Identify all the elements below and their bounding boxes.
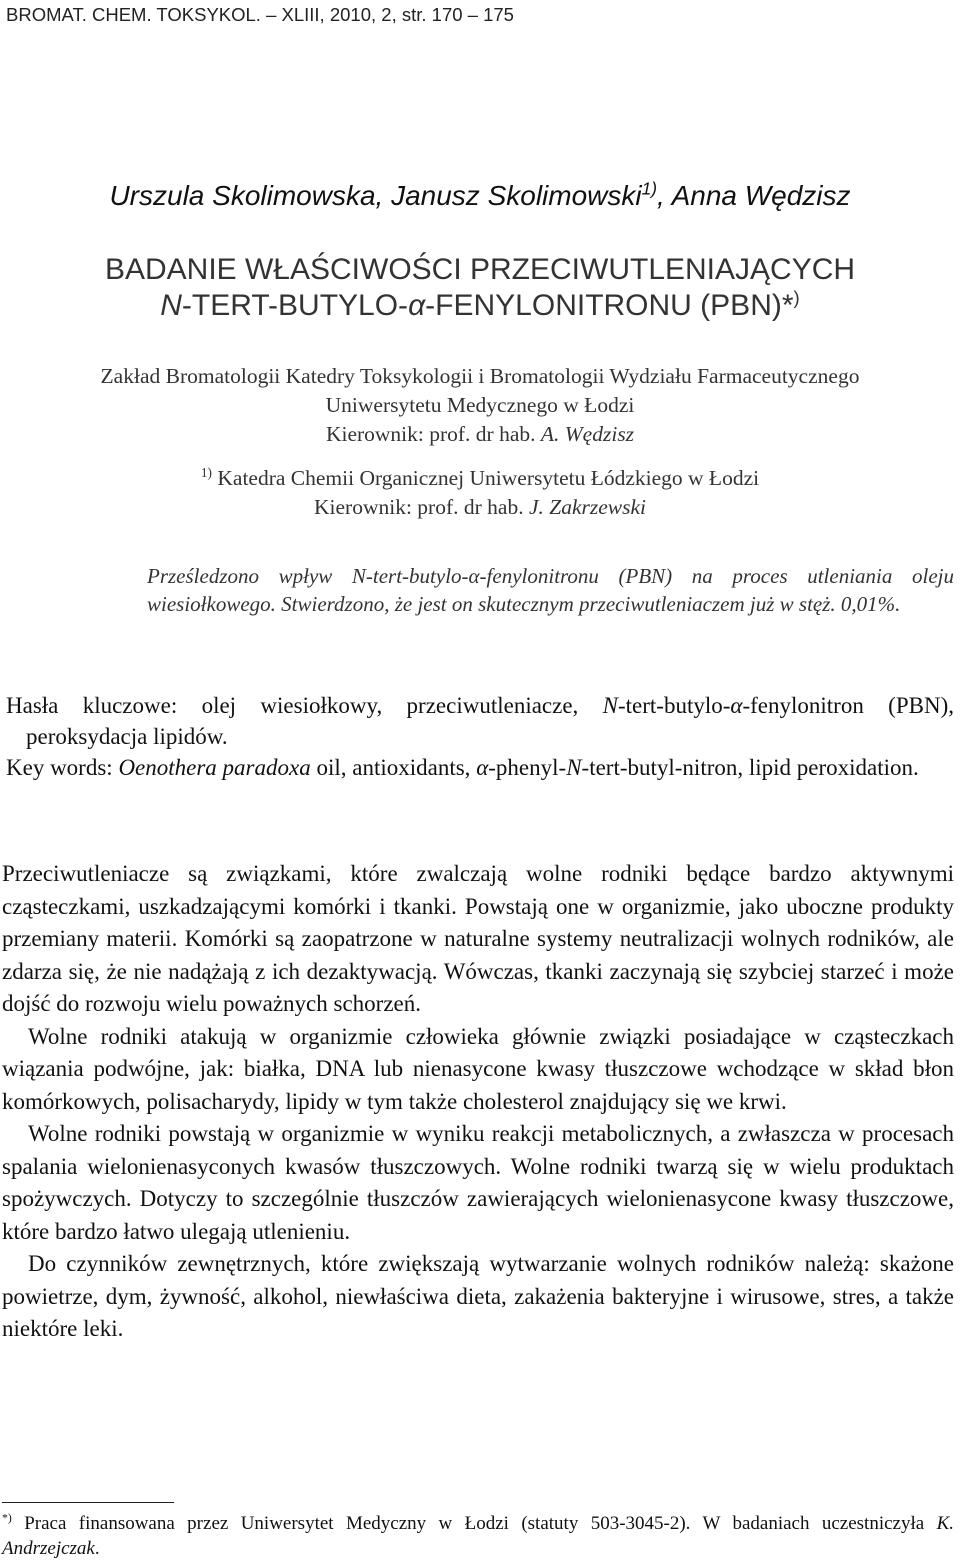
affiliation2-mark: 1) — [200, 464, 212, 480]
head-name: A. Wędzisz — [540, 422, 635, 446]
author-names-1: Urszula Skolimowska, Janusz Skolimowski — [109, 180, 642, 211]
kw-en-a: Key words: — [6, 755, 119, 780]
paragraph-4: Do czynników zewnętrznych, które zwiększają wytwarzanie wolnych rodników należą: skażone powietrze, dym, żywność, alkohol, niewłaściwa dieta, zakażenia bakteryjne i wirusowe, stres, a także niektóre leki. — [2, 1251, 954, 1341]
title-part-b: -FENYLONITRONU (PBN)* — [425, 289, 794, 322]
head2-prefix: Kierownik: prof. dr hab. — [314, 495, 529, 519]
author-names-2: , Anna Wędzisz — [657, 180, 851, 211]
paper-title — [0, 252, 960, 324]
abstract: Prześledzono wpływ N-tert-butylo-α-fenylonitronu (PBN) na proces utleniania oleju wiesiołkowego. Stwierdzono, że jest on skutecznym przeciwutleniaczem już w stęż. 0,01%. — [147, 564, 954, 616]
paragraph-1: Przeciwutleniacze są związkami, które zwalczają wolne rodniki będące bardzo aktywnymi cząsteczkami, uszkadzającymi komórki i tkanki. Powstają one w organizmie, jako uboczne produkty przemiany materii. Komórki są zaopatrzone w naturalne systemy neutralizacji wolnych rodników, ale zdarza się, że nie nadążają z ich dezaktywacją. Wówczas, tkanki zaczynają się szybciej starzeć i może dojść do rozwoju wielu poważnych schorzeń. — [2, 861, 954, 1016]
head2-name: J. Zakrzewski — [528, 495, 646, 519]
affiliation2-name: Katedra Chemii Organicznej Uniwersytetu Łódzkiego w Łodzi — [212, 466, 760, 490]
body-text — [2, 858, 954, 1346]
affiliation-department: Zakład Bromatologii Katedry Toksykologii i Bromatologii Wydziału Farmaceutycznego — [100, 364, 860, 388]
head-prefix: Kierownik: prof. dr hab. — [325, 422, 541, 446]
footnote-mark: *) — [2, 1511, 12, 1525]
title-part-a: -TERT-BUTYLO- — [181, 289, 409, 322]
title-line-2 — [0, 288, 960, 324]
footnote-end: . — [94, 1538, 100, 1559]
kw-pl-a: Hasła kluczowe: olej wiesiołkowy, przeciwutleniacze, — [6, 693, 603, 718]
kw-en-b: oil, antioxidants, — [310, 755, 477, 780]
paragraph-3: Wolne rodniki powstają w organizmie w wyniku reakcji metabolicznych, a zwłaszcza w procesach spalania wielonienasyconych kwasów tłuszczowych. Wolne rodniki twarzą się w wielu produktach spożywczych. Dotyczy to szczególnie tłuszczów zawierających wielonienasycone kwasy tłuszczowe, które bardzo łatwo ulegają utlenieniu. — [2, 1121, 954, 1244]
affiliation-university: Uniwersytetu Medycznego w Łodzi — [325, 393, 635, 417]
kw-pl-alpha: α — [730, 693, 743, 718]
kw-pl-b: -tert-butylo- — [618, 693, 731, 718]
journal-citation: BROMAT. CHEM. TOKSYKOL. – XLIII, 2010, 2, str. 170 – 175 — [6, 4, 514, 25]
footnote-text: Praca finansowana przez Uniwersytet Medyczny w Łodzi (statuty 503-3045-2). W badaniach uczestniczyła — [11, 1513, 937, 1534]
kw-en-d: -tert-butyl-nitron, lipid peroxidation. — [581, 755, 919, 780]
footnote-name: K. Andrzejczak — [2, 1513, 954, 1559]
title-line-1: BADANIE WŁAŚCIWOŚCI PRZECIWUTLENIAJĄCYCH — [104, 253, 856, 286]
keywords-polish — [6, 690, 954, 752]
affiliation2-head — [0, 493, 960, 522]
kw-pl-n: N — [602, 693, 618, 718]
kw-en-n: N — [566, 755, 582, 780]
kw-en-c: -phenyl- — [488, 755, 567, 780]
kw-en-alpha: α — [476, 755, 489, 780]
paragraph-2: Wolne rodniki atakują w organizmie człowieka głównie związki posiadające w cząsteczkach wiązania podwójne, jak: białka, DNA lub nienasycone kwasy tłuszczowe wchodzące w skład błon komórkowych, polisacharydy, lipidy w tym także cholesterol znajdujący się we krwi. — [2, 1023, 954, 1114]
title-n-italic: N — [160, 289, 182, 322]
author-affiliation-mark: 1) — [641, 178, 658, 199]
affiliation2-department — [0, 464, 960, 493]
footnote-rule — [2, 1502, 174, 1503]
kw-en-species: Oenothera paradoxa — [118, 755, 311, 780]
author-list — [0, 180, 960, 212]
affiliation-secondary — [0, 464, 960, 522]
keywords-english — [6, 752, 954, 783]
affiliation-head — [0, 420, 960, 449]
keywords-block — [6, 690, 954, 783]
title-alpha: α — [408, 289, 426, 322]
footnote — [2, 1511, 954, 1561]
affiliation-primary — [0, 362, 960, 449]
journal-header — [6, 4, 514, 26]
kw-pl-c: -fenylonitron (PBN), peroksydacja lipidów. — [26, 693, 954, 749]
title-footnote-mark: ) — [793, 287, 800, 308]
